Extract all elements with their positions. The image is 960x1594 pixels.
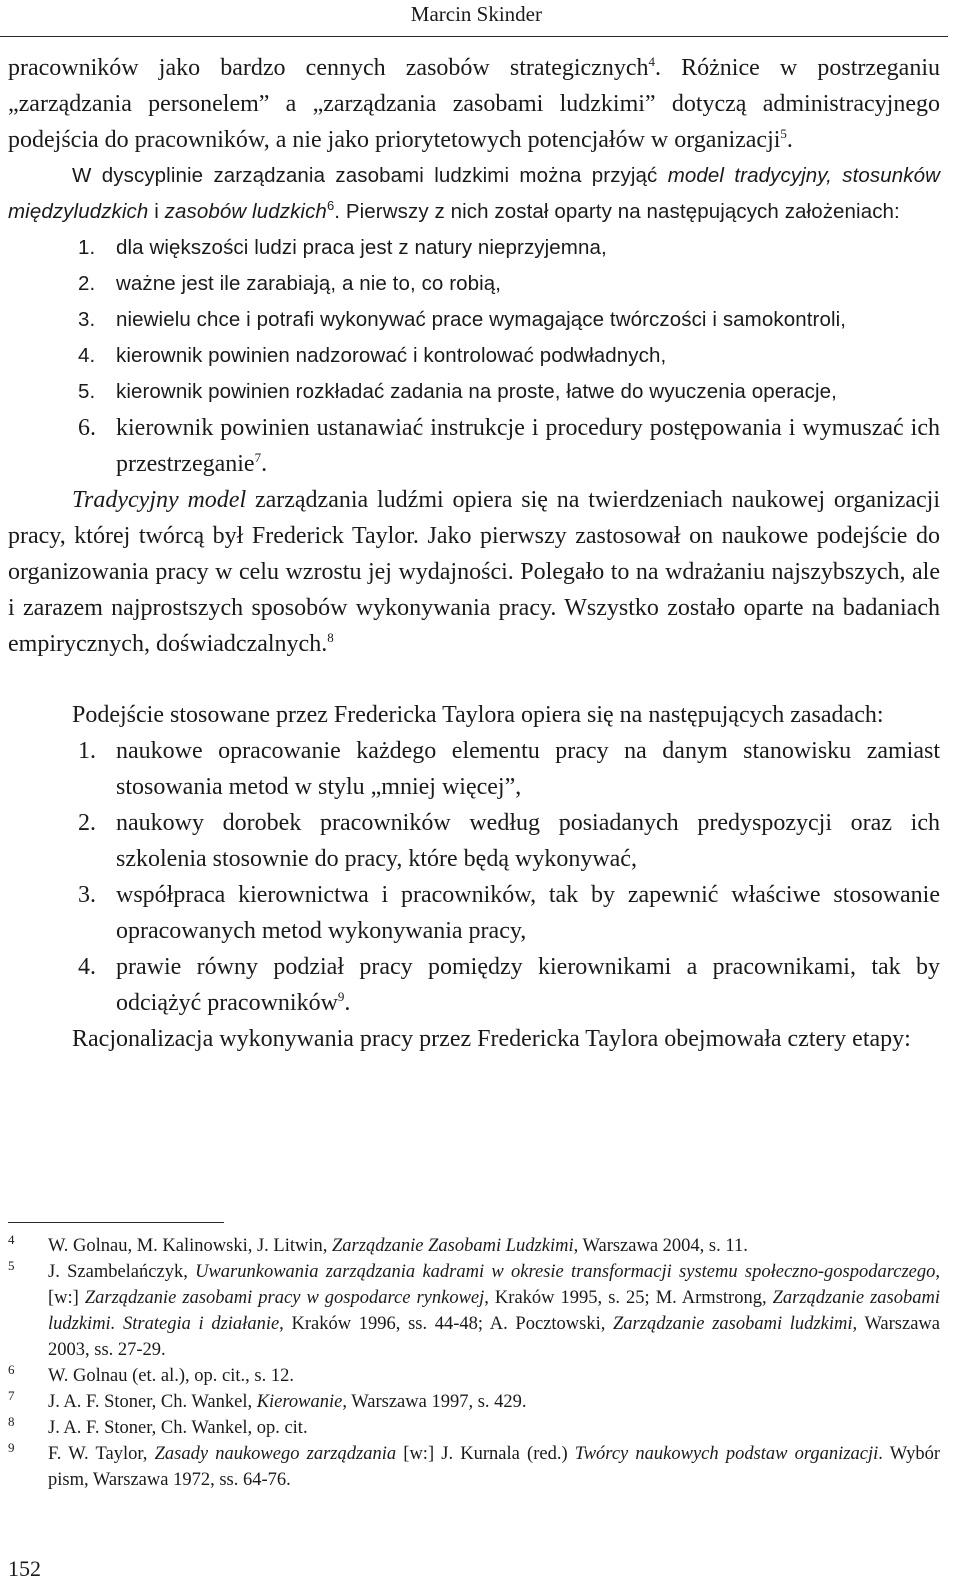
paragraph-3: Tradycyjny model zarządzania ludźmi opiera się na twierdzeniach naukowej organizacji pracy, której twórcą był Frederick Taylor. Jako pierwszy zastosował on naukowe podejście do organizowania pracy w celu wzrostu jej wydajności. Polegało to na wdrażaniu najszybszych, ale i zarazem najprostszych sposobów wykonywania pracy. Wszystko zostało oparte na badaniach empirycznych, doświadczalnych.$^8$: [8, 487, 940, 657]
taylor-principles-list: [8, 733, 940, 1021]
list-item: 2. naukowy dorobek pracowników według posiadanych predyspozycji oraz ich szkolenia stosownie do pracy, które będą wykonywać,: [78, 810, 940, 872]
list-item: 3. współpraca kierownictwa i pracowników, tak by zapewnić właściwe stosowanie opracowanych metod wykonywania pracy,: [78, 882, 940, 944]
paragraph-5: Racjonalizacja wykonywania pracy przez Fredericka Taylora obejmowała cztery etapy:: [72, 1026, 911, 1052]
footnote-ref-7[interactable]: 7: [254, 450, 262, 465]
list-item: 6. kierownik powinien ustanawiać instrukcje i procedury postępowania i wymuszać ich przestrzeganie$^7$.: [78, 415, 940, 477]
footnote-8: 8 J. A. F. Stoner, Ch. Wankel, op. cit.: [8, 1414, 308, 1438]
footnote-9: 9 F. W. Taylor, Zasady naukowego zarządzania [w:] J. Kurnala (red.) Twórcy naukowych podstaw organizacji. Wybór pism, Warszawa 1972, ss. 64-76.: [8, 1440, 940, 1490]
footnote-rule: [8, 1222, 224, 1223]
footnote-7: 7 J. A. F. Stoner, Ch. Wankel, Kierowanie, Warszawa 1997, s. 429.: [8, 1388, 527, 1412]
list-item: 3. niewielu chce i potrafi wykonywać prace wymagające twórczości i samokontroli,: [78, 308, 847, 331]
footnote-ref-6[interactable]: 6: [326, 198, 335, 214]
header-rule: [0, 36, 948, 37]
paragraph-1: pracowników jako bardzo cennych zasobów strategicznych$^4$. Różnice w postrzeganiu „zarządzania personelem” a „zarządzania zasobami ludzkimi” dotyczą administracyjnego podejścia do pracowników, a nie jako priorytetowych potencjałów w organizacji$^5$.: [8, 54, 940, 153]
footnote-5: 5 J. Szambelańczyk, Uwarunkowania zarządzania kadrami w okresie transformacji systemu społeczno-gospodarczego, [w:] Zarządzanie zasobami pracy w gospodarce rynkowej, Kraków 1995, s. 25; M. Armstrong, Zarządzanie zasobami ludzkimi. Strategia i działanie, Kraków 1996, ss. 44-48; A. Pocztowski, Zarządzanie zasobami ludzkimi, Warszawa 2003, ss. 27-29.: [8, 1258, 941, 1360]
footnote-ref-5[interactable]: 5: [780, 126, 787, 141]
list-item: 4. prawie równy podział pracy pomiędzy kierownikami a pracownikami, tak by odciążyć pracowników$^9$.: [78, 954, 940, 1016]
assumptions-list: [8, 230, 940, 482]
footnote-6: 6 W. Golnau (et. al.), op. cit., s. 12.: [8, 1362, 294, 1386]
running-head: Marcin Skinder: [410, 2, 542, 26]
body-text: [8, 50, 940, 1057]
list-item: 1. naukowe opracowanie każdego elementu pracy na danym stanowisku zamiast stosowania metod w stylu „mniej więcej”,: [78, 738, 940, 800]
page-number: 152: [8, 1556, 41, 1581]
footnote-ref-8[interactable]: 8: [327, 630, 334, 645]
footnote-4: 4 W. Golnau, M. Kalinowski, J. Litwin, Zarządzanie Zasobami Ludzkimi, Warszawa 2004, s. 11.: [8, 1232, 748, 1256]
footnotes: [8, 1233, 940, 1493]
paragraph-gap: [8, 662, 940, 697]
footnote-ref-4[interactable]: 4: [648, 54, 655, 69]
list-item: 1. dla większości ludzi praca jest z natury nieprzyjemna,: [78, 236, 607, 259]
list-item: 2. ważne jest ile zarabiają, a nie to, co robią,: [78, 272, 502, 295]
footnote-ref-9[interactable]: 9: [337, 989, 345, 1004]
paragraph-4: Podejście stosowane przez Fredericka Taylora opiera się na następujących zasadach:: [72, 702, 884, 728]
list-item: 4. kierownik powinien nadzorować i kontrolować podwładnych,: [78, 344, 667, 367]
list-item: 5. kierownik powinien rozkładać zadania na proste, łatwe do wyuczenia operacje,: [78, 380, 837, 403]
paragraph-2: W dyscyplinie zarządzania zasobami ludzkimi można przyjąć model tradycyjny, stosunków międzyludzkich i zasobów ludzkich$^6$. Pierwszy z nich został oparty na następujących założeniach:: [8, 164, 940, 223]
